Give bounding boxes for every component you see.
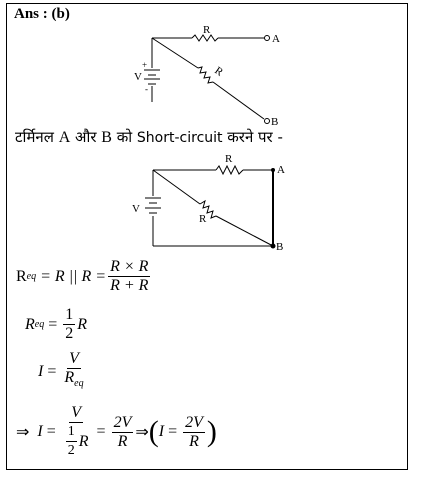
equation-final-current: ⇒ I = V $\frac{1}{2}$ R = $\frac{2V}{R}$ ⇒ ( I = $\frac{2V}{R}$ ) (16, 404, 217, 458)
circuit2-terminal-a: A (277, 164, 285, 176)
circuit2-source-label: V (132, 203, 140, 215)
fraction-product-over-sum: $\frac{R \times R}{R + R}$ (110, 258, 149, 294)
circuit-open-diagram (130, 22, 290, 126)
fraction-v-over-req: $\frac{V}{R_{eq}}$ (64, 350, 84, 390)
fraction-v-over-half-r: V $\frac{1}{2}$ R (67, 404, 89, 458)
circuit1-terminal-a: A (272, 33, 280, 45)
circuit1-terminal-b: B (271, 116, 279, 126)
short-circuit-statement: टर्मिनल A और B को Short-circuit करने पर - (15, 128, 283, 146)
circuit1-r-top-label: R (203, 24, 211, 36)
circuit2-r-top-label: R (225, 153, 233, 165)
equation-req-half: R eq = $\frac{1}{2}$ R (25, 306, 88, 342)
fraction-2v-over-r-boxed: $\frac{2V}{R}$ (185, 413, 203, 450)
equation-req-parallel: R eq = R || R = $\frac{R \times R}{R + R}$ (16, 258, 149, 294)
fraction-one-half: $\frac{1}{2}$ (65, 306, 74, 342)
circuit1-r-diag-label: R (212, 64, 226, 79)
answer-label: Ans : (b) (14, 6, 70, 22)
circuit1-plus-label: + (142, 60, 148, 70)
circuit1-minus-label: - (145, 84, 148, 94)
equation-current-ohm: I = $\frac{V}{R_{eq}}$ (38, 350, 88, 393)
fraction-2v-over-r: $\frac{2V}{R}$ (113, 413, 132, 450)
circuit-shorted-diagram (126, 148, 296, 254)
circuit2-r-diag-label: R (199, 213, 207, 225)
circuit2-terminal-b: B (276, 241, 284, 253)
circuit1-source-label: V (134, 71, 142, 83)
